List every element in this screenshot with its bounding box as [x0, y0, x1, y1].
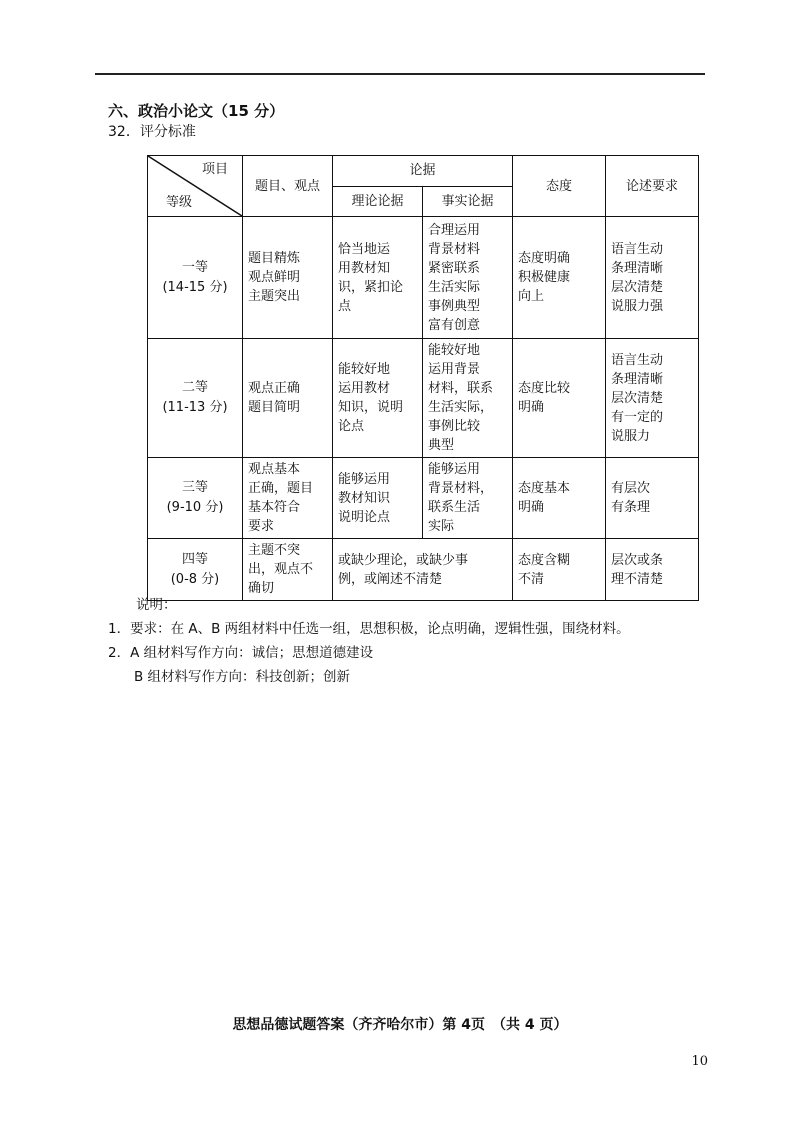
header-level: 等级: [166, 195, 193, 210]
rubric-table: [147, 155, 699, 601]
notes: [108, 593, 630, 689]
grade-range: (9-10 分): [166, 500, 224, 515]
header-expression: 论述要求: [606, 156, 699, 217]
fact-cell: 能够运用 背景材料， 联系生活 实际: [423, 458, 513, 539]
question-label: 32．评分标准: [108, 124, 196, 140]
expression-cell: 层次或条 理不清楚: [606, 539, 699, 601]
theory-cell: 能够运用 教材知识 说明论点: [333, 458, 423, 539]
table-row: [148, 339, 699, 458]
theory-cell: 恰当地运 用教材知 识，紧扣论 点: [333, 217, 423, 339]
attitude-cell: 态度比较 明确: [513, 339, 606, 458]
fact-cell: 合理运用 背景材料 紧密联系 生活实际 事例典型 富有创意: [423, 217, 513, 339]
grade-range: (0-8 分): [170, 571, 220, 587]
title-view-cell: 题目精炼 观点鲜明 主题突出: [243, 217, 333, 339]
argument-merged-cell: 或缺少理论，或缺少事 例，或阐述不清楚: [333, 539, 513, 601]
grade-name: 二等: [181, 380, 208, 395]
header-item: 项目: [201, 162, 228, 177]
title-view-cell: 观点基本 正确，题目 基本符合 要求: [243, 458, 333, 539]
fact-cell: 能较好地 运用背景 材料，联系 生活实际， 事例比较 典型: [423, 339, 513, 458]
note-item-2: 2．A 组材料写作方向：诚信；思想道德建设: [108, 645, 374, 661]
theory-cell: 能较好地 运用教材 知识，说明 论点: [333, 339, 423, 458]
header-rule: [95, 73, 705, 75]
attitude-cell: 态度明确 积极健康 向上: [513, 217, 606, 339]
grade-cell: [148, 539, 243, 601]
header-theory: 理论论据: [333, 186, 423, 217]
grade-range: (11-13 分): [162, 400, 228, 415]
expression-cell: 有层次 有条理: [606, 458, 699, 539]
table-row: [148, 458, 699, 539]
table-row: [148, 539, 699, 601]
grade-name: 四等: [181, 551, 208, 567]
page-footer: 思想品德试题答案（齐齐哈尔市）第 4页 （共 4 页）: [232, 1017, 568, 1033]
section-title: 六、政治小论文（15 分）: [108, 102, 285, 120]
expression-cell: 语言生动 条理清晰 层次清楚 说服力强: [606, 217, 699, 339]
grade-name: 一等: [181, 259, 208, 275]
attitude-cell: 态度含糊 不清: [513, 539, 606, 601]
grade-range: (14-15 分): [162, 279, 228, 295]
page-number: 10: [691, 1054, 708, 1069]
grade-cell: [148, 217, 243, 339]
note-item-2b: B 组材料写作方向：科技创新；创新: [134, 669, 351, 685]
table-header-row: [148, 156, 699, 187]
diagonal-header-cell: [148, 156, 243, 217]
header-fact: 事实论据: [423, 186, 513, 217]
grade-name: 三等: [181, 480, 208, 495]
header-argument: 论据: [333, 156, 513, 187]
notes-label: 说明：: [136, 597, 177, 613]
header-title-view: 题目、观点: [243, 156, 333, 217]
title-view-cell: 观点正确 题目简明: [243, 339, 333, 458]
note-item-1: 1．要求：在 A、B 两组材料中任选一组，思想积极，论点明确，逻辑性强，围绕材料。: [108, 621, 630, 637]
attitude-cell: 态度基本 明确: [513, 458, 606, 539]
grade-cell: [148, 458, 243, 539]
title-view-cell: 主题不突 出，观点不 确切: [243, 539, 333, 601]
grade-cell: [148, 339, 243, 458]
table-row: [148, 217, 699, 339]
expression-cell: 语言生动 条理清晰 层次清楚 有一定的 说服力: [606, 339, 699, 458]
header-attitude: 态度: [513, 156, 606, 217]
